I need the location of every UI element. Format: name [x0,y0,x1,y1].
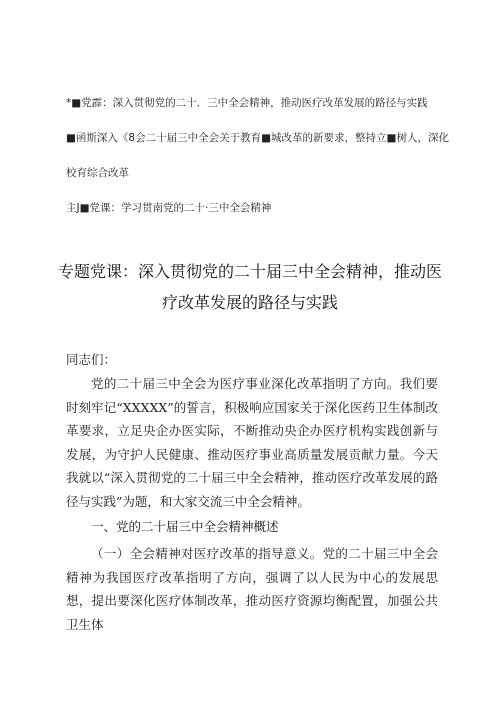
toc-entry-2: ■函斯深入《8会二十届三中全会关于教育■城改革的新要求，整持立■树人，深化 [66,132,449,144]
toc-entry-3: 主J■党课：学习贯南党的二十·三中全会精神 [66,202,272,214]
toc-entry-1: *■党霹：深入贯彻党的二十．三中全会精神，推动医疗改革发展的路径与实践 [66,97,428,109]
toc-entry-2-continued: 校育综合改革 [66,167,129,179]
paragraph-intro: 党的二十届三中全会为医疗事业深化改革指明了方向。我们要时刻牢记“XXXXX”的誓言，积极响应国家关于深化医药卫生体制改革要求，立足央企办医实际，不断推动央企办医疗机构实践创新与发展，为守护人民健康、推动医疗事业高质量发展贡献力量。今天我就以“深入贯彻党的二十届三中全会精神，推动医疗改革发展的路径与实践”为题，和大家交流三中全会精神。 [66,376,438,509]
salutation: 同志们： [66,352,117,367]
section-heading-1: 一、党的二十届三中全会精神概述 [91,519,279,534]
paragraph-section-1-1: （一）全会精神对医疗改革的指导意义。党的二十届三中全会精神为我国医疗改革指明了方向，强调了以人民为中心的发展思想，提出要深化医疗体制改革，推动医疗资源均衡配置，加强公共卫生体 [66,546,438,632]
document-title-line-1: 专题党课：深入贯彻党的二十届三中全会精神，推动医 [57,262,442,281]
document-title-line-2: 疗改革发展的路径与实践 [161,293,338,312]
